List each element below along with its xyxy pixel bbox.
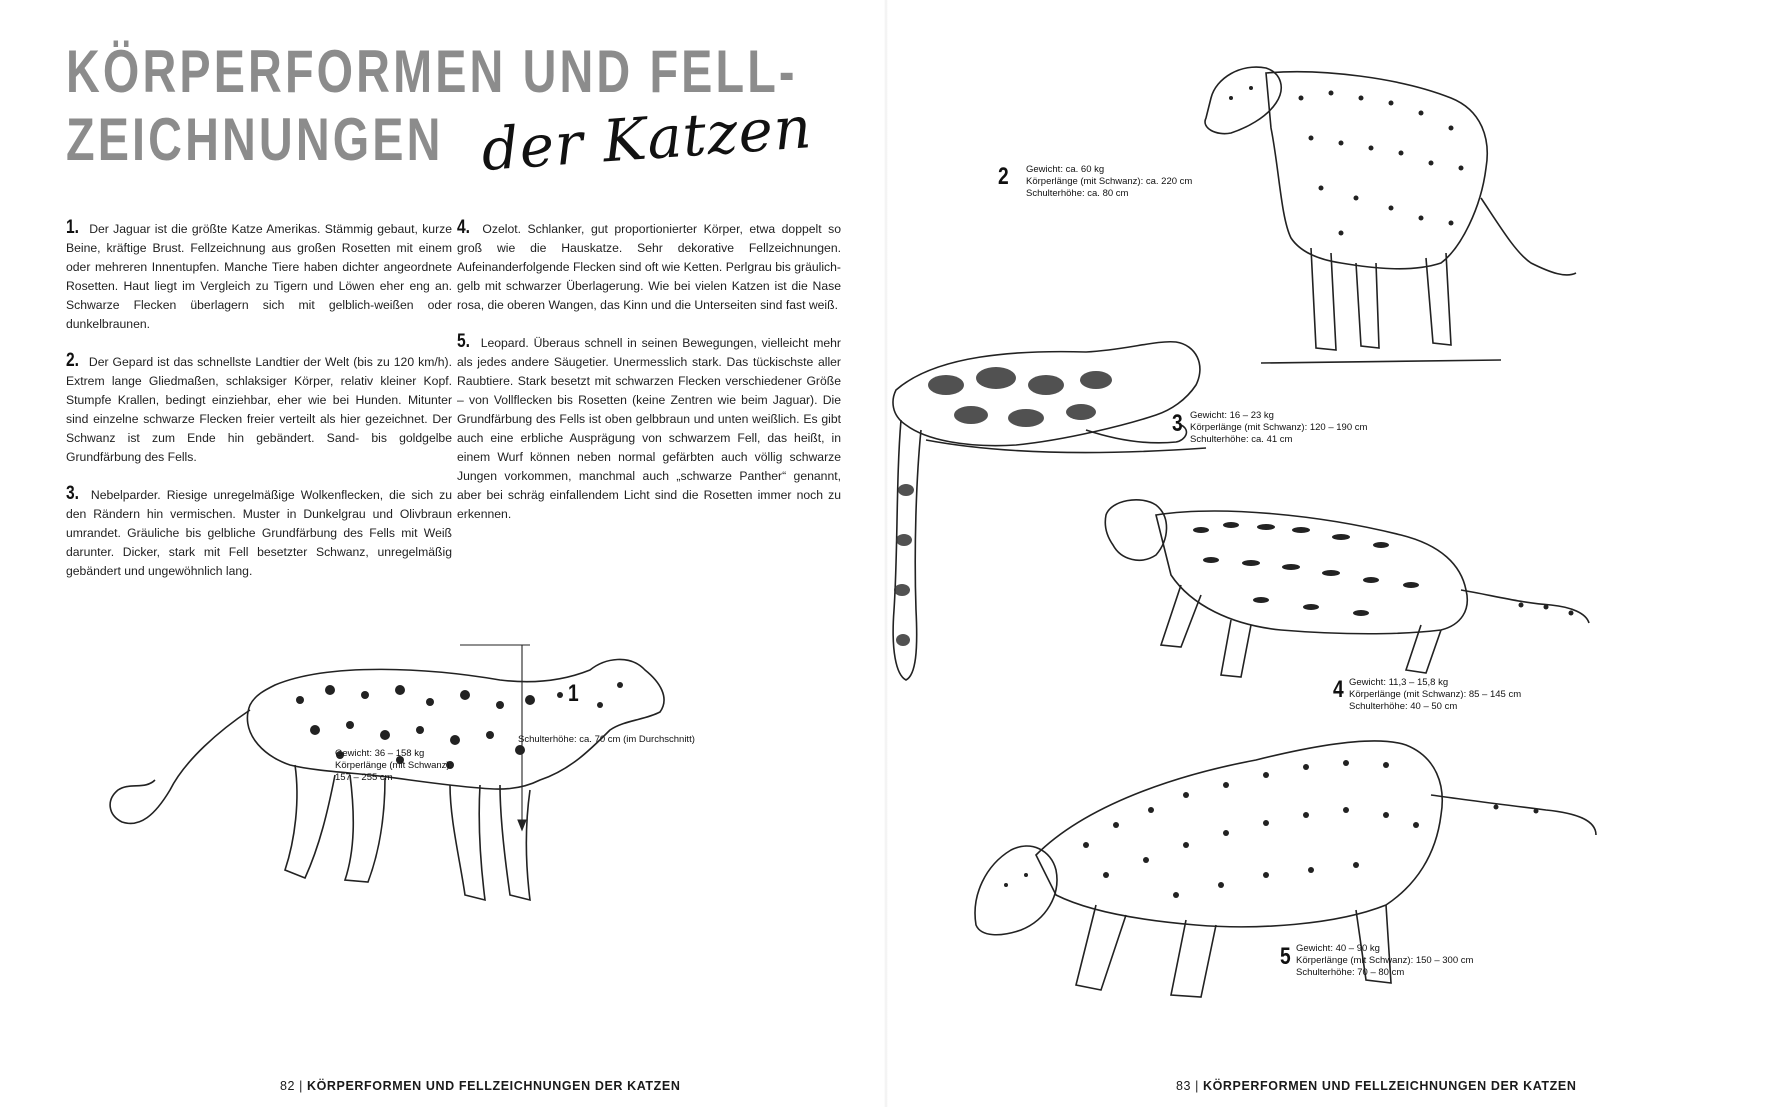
gepard-stats	[1026, 164, 1192, 200]
stat-weight: Gewicht: 11,3 – 15,8 kg	[1349, 677, 1449, 688]
animal-number-3: 3	[1172, 410, 1183, 437]
entry-text: Ozelot. Schlanker, gut proportionierter Körper, etwa doppelt so groß wie die Hauskatze. Sehr dekorative Fellzeichnungen. Aufeinanderfolgende Flecken sind oft wie Ketten. Perlgrau bis gräulich-gelb mit schwarzer Überlagerung. Wie bei vielen Katzen ist die Nase rosa, die oberen Wangen, das Kinn und die Unterseiten sind fast weiß.	[457, 222, 842, 312]
gepard-spots	[1229, 86, 1464, 236]
gepard-tail	[1481, 198, 1576, 275]
entry-leopard	[457, 332, 841, 524]
jaguar-drawing	[100, 650, 760, 950]
entry-number: 1.	[66, 217, 80, 238]
footer-title: KÖRPERFORMEN UND FELLZEICHNUNGEN DER KATZEN	[1202, 1079, 1577, 1093]
footer-separator: |	[299, 1079, 303, 1093]
stat-length: Körperlänge (mit Schwanz): 85 – 145 cm	[1349, 689, 1522, 700]
leopard-leg-1	[1076, 905, 1126, 990]
leopard-body	[1036, 741, 1442, 927]
stat-weight: Gewicht: 16 – 23 kg	[1190, 410, 1274, 421]
stat-length-value: 157 – 255 cm	[335, 772, 393, 783]
entry-number: 2.	[66, 350, 80, 371]
gepard-leg-2	[1356, 263, 1379, 348]
title-line-1: KÖRPERFORMEN UND FELL-	[66, 38, 798, 105]
ozelot-drawing	[1101, 495, 1601, 685]
text-column-2	[457, 218, 841, 541]
gepard-head	[1205, 67, 1281, 134]
jaguar-leg-hind-2	[345, 775, 385, 882]
ozelot-stats	[1349, 677, 1521, 713]
animal-number-4: 4	[1333, 676, 1344, 703]
leopard-head	[975, 846, 1057, 935]
page-title	[66, 38, 1004, 184]
stat-height: Schulterhöhe: 70 – 80 cm	[1296, 967, 1405, 978]
footer-separator: |	[1195, 1079, 1199, 1093]
jaguar-leg-hind	[285, 765, 335, 878]
entry-number: 5.	[457, 331, 471, 352]
jaguar-body-outline	[247, 659, 664, 789]
stat-length: Körperlänge (mit Schwanz): 120 – 190 cm	[1190, 422, 1368, 433]
ozelot-tail	[1461, 590, 1589, 623]
text-column-1	[66, 218, 452, 598]
animal-number-1: 1	[568, 680, 579, 707]
entry-text: Der Gepard ist das schnellste Landtier der Welt (bis zu 120 km/h). Extrem lange Gliedmaßen, schlaksiger Körper, relativ kleiner Kopf. Stumpfe Krallen, bedingt einziehbar, eher wie bei Hunden. Mitunter sind einzelne schwarze Flecken freier verteilt als hier gezeichnet. Der Schwanz ist zum Ende hin gebändert. Sand- bis goldgelbe Grundfärbung des Fells.	[66, 355, 452, 464]
entry-number: 3.	[66, 483, 80, 504]
entry-ozelot	[457, 218, 841, 315]
stat-height: Schulterhöhe: ca. 80 cm	[1026, 188, 1129, 199]
stat-height: Schulterhöhe: 40 – 50 cm	[1349, 701, 1458, 712]
entry-nebelparder	[66, 484, 452, 581]
entry-text: Der Jaguar ist die größte Katze Amerikas. Stämmig gebaut, kurze Beine, kräftige Brust. Fellzeichnung aus großen Rosetten mit einem oder mehreren Innentupfen. Manche Tiere haben dichter angeordnete Rosetten. Haut liegt im Vergleich zu Tigern und Löwen eher eng an. Schwarze Flecken überlagern sich mit gelblich-weißen oder dunkelbraunen.	[66, 222, 452, 331]
leopard-tail	[1431, 795, 1596, 835]
nebelparder-cloud-spots	[894, 367, 1112, 646]
animal-number-2: 2	[998, 163, 1009, 190]
jaguar-leg-front	[500, 785, 530, 900]
footer-right	[1176, 1079, 1576, 1093]
ozelot-illustration	[1101, 495, 1601, 685]
gepard-body	[1266, 72, 1487, 269]
ozelot-leg-2	[1221, 620, 1251, 677]
entry-number: 4.	[457, 217, 471, 238]
stat-height: Schulterhöhe: ca. 41 cm	[1190, 434, 1293, 445]
jaguar-tail	[110, 710, 250, 823]
footer-left	[280, 1079, 680, 1093]
jaguar-leg-front-2	[450, 785, 485, 900]
stat-length: Körperlänge (mit Schwanz):	[335, 760, 453, 771]
animal-number-5: 5	[1280, 943, 1291, 970]
entry-text: Nebelparder. Riesige unregelmäßige Wolkenflecken, die sich zu den Rändern hin vermischen. Muster in Dunkelgrau und Olivbraun umrandet. Gräuliche bis gelbliche Grundfärbung des Fells mit Weiß darunter. Dicker, stark mit Fell besetzter Schwanz, unregelmäßig gebändert und ungewöhnlich lang.	[66, 488, 452, 578]
jaguar-shoulder-height: Schulterhöhe: ca. 70 cm (im Durchschnitt)	[518, 734, 695, 745]
title-script: der Katzen	[479, 93, 815, 184]
page-number-right: 83	[1176, 1079, 1192, 1093]
stat-weight: Gewicht: 36 – 158 kg	[335, 748, 425, 759]
entry-text: Leopard. Überaus schnell in seinen Bewegungen, vielleicht mehr als jedes andere Säugetier. Unermesslich stark. Das tückischste aller Raubtiere. Stark besetzt mit schwarzen Flecken verschiedener Größe – von Vollflecken bis Rosetten (keine Zentren wie beim Jaguar). Die Grundfärbung des Fells ist oben gelbbraun und unten weißlich. Es gibt auch eine erbliche Ausprägung von schwarzem Fell, das heißt, in einem Wurf können neben normal gefärbten auch völlig schwarze Jungen vorkommen, manchmal auch „schwarze Panther“ genannt, aber bei schräg einfallendem Licht sind die Rosetten immer noch zu erkennen.	[457, 336, 841, 521]
ozelot-leg-1	[1161, 585, 1201, 647]
jaguar-stats	[335, 748, 452, 784]
ozelot-chain-spots	[1193, 522, 1574, 616]
title-line-2: ZEICHNUNGEN	[66, 106, 444, 173]
gepard-illustration	[1171, 48, 1611, 378]
entry-gepard	[66, 351, 452, 467]
gepard-drawing	[1171, 48, 1611, 378]
leopard-leg-2	[1171, 920, 1216, 997]
jaguar-illustration	[100, 650, 760, 950]
leopard-spots	[1004, 760, 1539, 898]
stat-weight: Gewicht: ca. 60 kg	[1026, 164, 1105, 175]
stat-weight: Gewicht: 40 – 90 kg	[1296, 943, 1380, 954]
stat-length: Körperlänge (mit Schwanz): 150 – 300 cm	[1296, 955, 1474, 966]
page-number-left: 82	[280, 1079, 296, 1093]
nebelparder-stats	[1190, 410, 1367, 446]
leopard-stats	[1296, 943, 1473, 979]
right-page	[886, 0, 1772, 1107]
ozelot-head	[1105, 500, 1166, 560]
footer-title: KÖRPERFORMEN UND FELLZEICHNUNGEN DER KATZEN	[306, 1079, 681, 1093]
gepard-leg-1	[1311, 248, 1336, 350]
entry-jaguar	[66, 218, 452, 334]
stat-length: Körperlänge (mit Schwanz): ca. 220 cm	[1026, 176, 1193, 187]
nebelparder-branch	[926, 440, 1206, 453]
